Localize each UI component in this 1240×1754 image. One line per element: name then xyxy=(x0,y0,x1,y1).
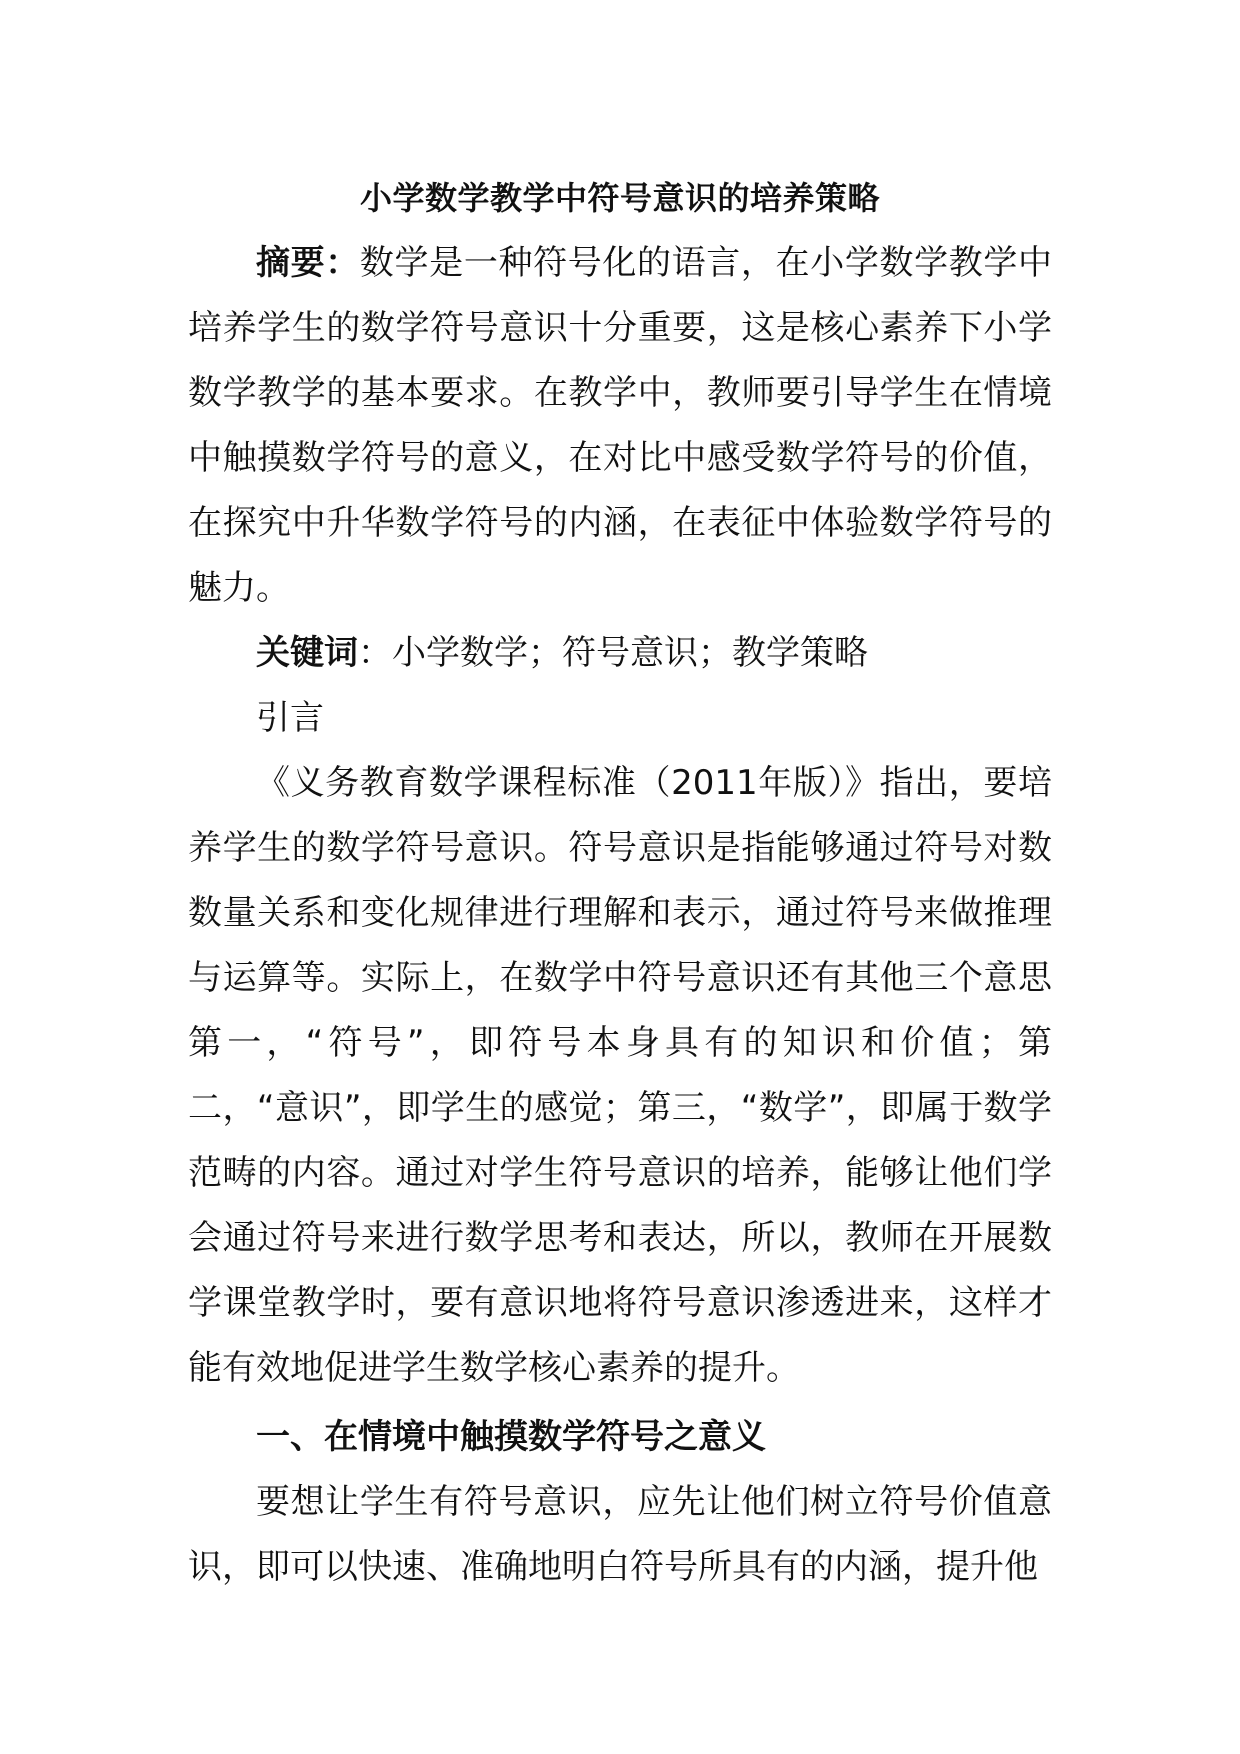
keywords-text: ：小学数学；符号意识；教学策略 xyxy=(358,633,868,673)
abstract-text: 数学是一种符号化的语言，在小学数学教学中培养学生的数学符号意识十分重要，这是核心素养下小学数学教学的基本要求。在教学中，教师要引导学生在情境中触摸数学符号的意义，在对比中感受数学符号的价值，在探究中升华数学符号的内涵，在表征中体验数学符号的魅力。 xyxy=(188,243,1053,608)
abstract-label: 摘要： xyxy=(256,243,360,283)
abstract-paragraph xyxy=(188,231,1052,621)
document-title: 小学数学教学中符号意识的培养策略 xyxy=(359,179,880,217)
section-paragraph-1: 要想让学生有符号意识，应先让他们树立符号价值意识，即可以快速、准确地明白符号所具有的内涵，提升他 xyxy=(188,1482,1052,1587)
document-body xyxy=(188,231,1052,1600)
intro-paragraph: 《义务教育数学课程标准（2011年版）》指出，要培养学生的数学符号意识。符号意识是指能够通过符号对数数量关系和变化规律进行理解和表示，通过符号来做推理与运算等。实际上，在数学中符号意识还有其他三个意思第一，“符号”，即符号本身具有的知识和价值；第二，“意识”，即学生的感觉；第三，“数学”，即属于数学范畴的内容。通过对学生符号意识的培养，能够让他们学会通过符号来进行数学思考和表达，所以，教师在开展数学课堂教学时，要有意识地将符号意识渗透进来，这样才能有效地促进学生数学核心素养的提升。 xyxy=(188,763,1052,1388)
intro-heading: 引言 xyxy=(256,698,324,738)
section-heading-1: 一、在情境中触摸数学符号之意义 xyxy=(256,1417,766,1457)
keywords-paragraph xyxy=(188,621,1052,686)
keywords-label: 关键词 xyxy=(256,633,358,673)
